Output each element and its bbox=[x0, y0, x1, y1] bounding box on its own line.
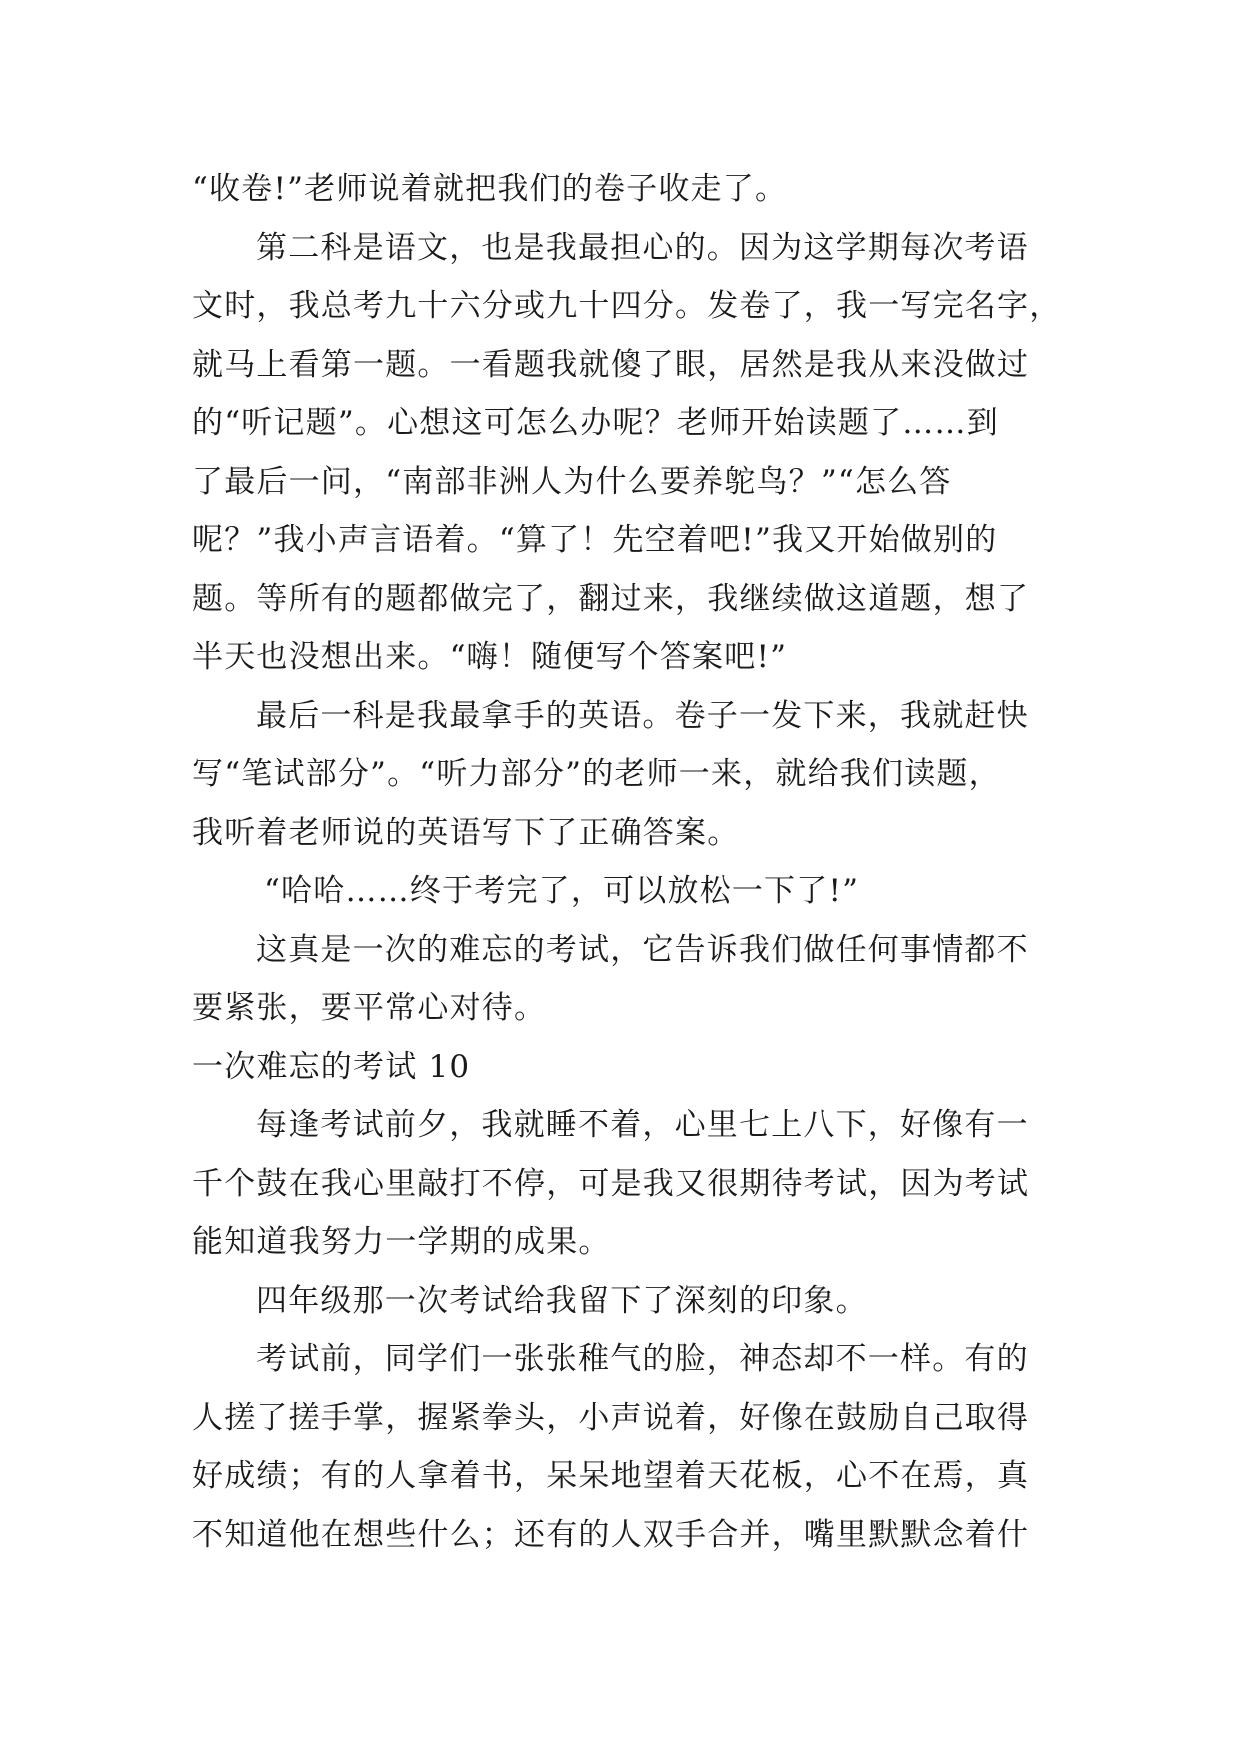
text-line: 题。等所有的题都做完了，翻过来，我继续做这道题，想了 bbox=[192, 580, 1030, 617]
text-line: 的“听记题”。心想这可怎么办呢？老师开始读题了……到 bbox=[192, 405, 999, 441]
text-line: 好成绩；有的人拿着书，呆呆地望着天花板，心不在焉，真 bbox=[192, 1458, 1030, 1494]
paragraph-start-line: 最后一科是我最拿手的英语。卷子一发下来，我就赶快 bbox=[256, 697, 1029, 734]
paragraph-start-line: 考试前，同学们一张张稚气的脸，神态却不一样。有的 bbox=[256, 1341, 1029, 1377]
section-heading: 一次难忘的考试 10 bbox=[192, 1048, 471, 1085]
text-line: 半天也没想出来。“嗨！随便写个答案吧!” bbox=[192, 639, 788, 675]
text-line: 千个鼓在我心里敲打不停，可是我又很期待考试，因为考试 bbox=[192, 1165, 1030, 1202]
text-line: 要紧张，要平常心对待。 bbox=[192, 990, 547, 1026]
text-line: 我听着老师说的英语写下了正确答案。 bbox=[192, 814, 740, 851]
paragraph-start-line: “哈哈……终于考完了，可以放松一下了!” bbox=[264, 873, 860, 909]
text-line: 就马上看第一题。一看题我就傻了眼，居然是我从来没做过 bbox=[192, 346, 1030, 383]
text-line: 人搓了搓手掌，握紧拳头，小声说着，好像在鼓励自己取得 bbox=[192, 1399, 1030, 1436]
text-line: 能知道我努力一学期的成果。 bbox=[192, 1224, 611, 1260]
text-line: 写“笔试部分”。“听力部分”的老师一来，就给我们读题， bbox=[192, 756, 1001, 792]
paragraph-start-line: 四年级那一次考试给我留下了深刻的印象。 bbox=[256, 1282, 868, 1319]
text-line: “收卷!”老师说着就把我们的卷子收走了。 bbox=[192, 171, 788, 207]
text-line: 了最后一问，“南部非洲人为什么要养鸵鸟？”“怎么答 bbox=[192, 463, 952, 500]
text-line: 呢？”我小声言语着。“算了！先空着吧!”我又开始做别的 bbox=[192, 522, 998, 558]
text-line: 不知道他在想些什么；还有的人双手合并，嘴里默默念着什 bbox=[192, 1516, 1030, 1553]
text-line: 文时，我总考九十六分或九十四分。发卷了，我一写完名字， bbox=[192, 288, 1062, 324]
essay-text bbox=[192, 160, 1062, 1564]
paragraph-start-line: 这真是一次的难忘的考试，它告诉我们做任何事情都不 bbox=[256, 931, 1029, 968]
paragraph-start-line: 每逢考试前夕，我就睡不着，心里七上八下，好像有一 bbox=[256, 1107, 1029, 1143]
paragraph-start-line: 第二科是语文，也是我最担心的。因为这学期每次考语 bbox=[256, 229, 1029, 266]
